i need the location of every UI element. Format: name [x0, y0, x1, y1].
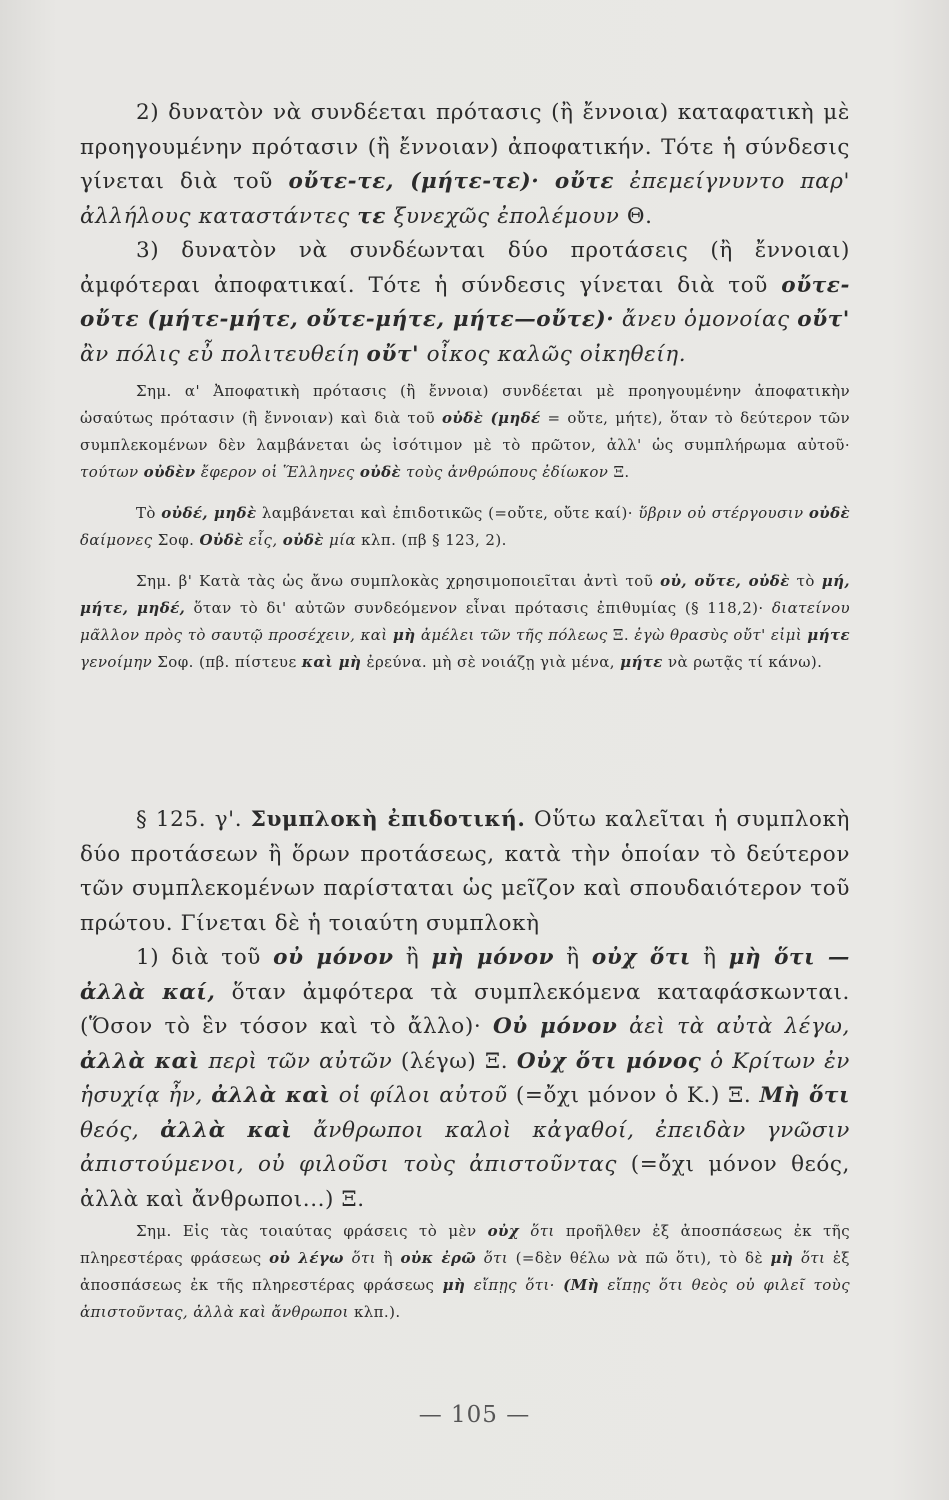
text-run: ὁ Κρίτων ἐν ἡσυχίᾳ ἦν, — [80, 1048, 850, 1108]
text-run: ἀεὶ τὰ αὐτὰ λέγω, — [617, 1014, 850, 1039]
text-run: ἂν πόλις εὖ πολιτευθείη — [80, 341, 367, 367]
text-run: οὐ, οὔτε, οὐδὲ — [660, 572, 790, 590]
text-run: (=ὄχι μόνον θεός, ἀλλὰ καὶ ἄνθρωποι...) Ξ. — [80, 1152, 850, 1212]
text-run: οὐδὲ — [808, 504, 851, 522]
text-run: μὴ ὅτι — ἀλλὰ καί, — [80, 945, 851, 1005]
text-run: Συμπλοκὴ ἐπιδοτική. — [250, 807, 526, 832]
text-run: οὔτε — [554, 169, 615, 194]
note-b — [80, 568, 850, 676]
note-lower — [80, 1218, 850, 1326]
text-run: οὐχ — [487, 1222, 520, 1240]
text-run: οὐδὲ (μηδέ — [441, 409, 541, 427]
text-run: ὅτι — [519, 1222, 555, 1240]
text-run: Ξ. — [608, 463, 630, 481]
text-run: οἱ φίλοι αὐτοῦ — [330, 1083, 508, 1108]
text-run — [539, 169, 555, 194]
text-run: ἐρεύνα. μὴ σὲ νοιάζῃ γιὰ μένα, — [361, 653, 621, 671]
text-run: εἷς, — [243, 531, 283, 549]
text-run: οἶκος καλῶς οἰκηθείη. — [419, 341, 687, 367]
main-text-upper — [80, 96, 850, 372]
text-run: λαμβάνεται καὶ ἐπιδοτικῶς (=οὔτε, οὔτε καί)· — [256, 504, 639, 522]
text-run: (λέγω) Ξ. — [392, 1048, 517, 1074]
text-run: οὐ μόνον — [273, 945, 394, 970]
text-run: (=δὲν θέλω νὰ πῶ ὅτι), τὸ δὲ — [508, 1249, 771, 1267]
text-run: μὴ — [770, 1249, 794, 1267]
text-run: νὰ ρωτᾷς τί κάνω). — [662, 653, 823, 671]
text-run: = οὔτε, μήτε), ὅταν τὸ δεύτερον τῶν συμπλεκομένων δὲν λαμβάνεται ὡς ἰσότιμον μὲ τὸ πρῶτον, ἀλλ' ὡς συμπλήρωμα αὐτοῦ· — [80, 409, 850, 454]
text-run: Οὐ μόνον — [492, 1014, 618, 1039]
text-run: ἄνθρωποι καλοὶ κἀγαθοί, ἐπειδὰν γνῶσιν ἀπιστούμενοι, οὐ φιλοῦσι τοὺς ἀπιστοῦντας — [80, 1117, 850, 1177]
text-run: (=ὄχι μόνον ὁ Κ.) Ξ. — [507, 1083, 760, 1108]
text-run: 1) διὰ τοῦ — [136, 945, 274, 970]
text-run: 2) δυνατὸν νὰ συνδέεται πρότασις (ἢ ἔννοια) καταφατικὴ μὲ προηγουμένην πρότασιν (ἢ ἔννοιαν) ἀποφατικήν. Τότε ἡ σύνδεσις γίνεται διὰ τοῦ — [80, 100, 850, 194]
text-run: Ξ. — [607, 626, 635, 644]
text-run: ὅταν ἀμφότερα τὰ συμπλεκόμενα καταφάσκωνται. (Ὅσον τὸ ἓν τόσον καὶ τὸ ἄλλο)· — [80, 979, 850, 1039]
text-run: μία — [323, 531, 356, 549]
text-run: τοὺς ἀνθρώπους ἐδίωκον — [401, 463, 609, 481]
text-run: οὐδέ, μηδὲ — [161, 504, 257, 522]
text-run: ἔφερον οἱ Ἕλληνες — [195, 463, 360, 481]
text-run: ἀμέλει τῶν τῆς πόλεως — [415, 626, 608, 644]
text-run: ἐξ ἀποσπάσεως ἐκ τῆς πληρεστέρας φράσεως — [80, 1249, 850, 1294]
text-run: ὅτι — [476, 1249, 509, 1267]
text-run: ἄνευ ὁμονοίας — [614, 307, 798, 332]
text-run: 3) δυνατὸν νὰ συνδέωνται δύο προτάσεις (ἢ ἔννοιαι) ἀμφότεραι ἀποφατικαί. Τότε ἡ σύνδεσις γίνεται διὰ τοῦ — [80, 238, 850, 298]
text-run: διατείνου μᾶλλον πρὸς τὸ σαυτῷ προσέχειν, καὶ — [80, 599, 851, 644]
text-run: ὅτι — [343, 1249, 376, 1267]
text-run: μήτε — [620, 653, 663, 671]
text-run: οὐδὲ — [359, 463, 402, 481]
text-run: μὴ — [392, 626, 416, 644]
text-run: Σοφ. (πβ. πίστευε — [152, 653, 302, 671]
text-run: ὅτι — [793, 1249, 826, 1267]
text-run: οὔτ' — [797, 307, 850, 332]
text-run: οὐ λέγω — [269, 1249, 344, 1267]
text-run: οὐδὲ — [282, 531, 324, 549]
text-run: Σημ. α' Ἀποφατικὴ πρότασις (ἢ ἔννοια) συνδέεται μὲ προηγουμένην ἀποφατικὴν ὡσαύτως πρότασιν (ἢ ἔννοιαν) καὶ διὰ τοῦ — [80, 382, 850, 427]
text-run: ἐπεμείγνυντο παρ' ἀλλήλους καταστάντες — [80, 169, 850, 229]
text-run: οὐδὲν — [143, 463, 196, 481]
paragraph-2 — [80, 96, 850, 234]
text-run: ὅταν τὸ δι' αὐτῶν συνδεόμενον εἶναι πρότασις ἐπιθυμίας (§ 118,2)· — [185, 599, 772, 617]
page-number: — 105 — — [418, 1402, 531, 1428]
text-run: οὐκ ἐρῶ — [400, 1249, 477, 1267]
text-run: § 125. γ'. — [136, 807, 251, 832]
text-run: οὔτε-οὔτε (μήτε-μήτε, οὔτε-μήτε, μήτε—οὔτε)· — [80, 272, 850, 332]
section-125-heading-paragraph — [80, 803, 850, 941]
text-run: ἀλλὰ καὶ — [80, 1048, 200, 1074]
text-run: Οὐδὲ — [199, 531, 244, 549]
text-run: εἴπῃς ὅτι θεὸς οὐ φιλεῖ τοὺς ἀπιστοῦντας, ἀλλὰ καὶ ἄνθρωποι — [80, 1276, 850, 1321]
text-run: κλπ.). — [348, 1303, 401, 1321]
text-run: οὐχ ὅτι — [591, 945, 691, 970]
paragraph-1-ou-monon — [80, 941, 850, 1217]
note-ouch-hoti — [80, 1218, 850, 1326]
text-run: ὕβριν οὐ στέργουσιν — [638, 504, 809, 522]
text-run: Σημ. β' Κατὰ τὰς ὡς ἄνω συμπλοκὰς χρησιμοποιεῖται ἀντὶ τοῦ — [136, 572, 661, 590]
text-run: Οὕτω καλεῖται ἡ συμπλοκὴ δύο προτάσεων ἢ ὅρων προτάσεως, κατὰ τὴν ὁποίαν τὸ δεύτερον τῶν συμπλεκομένων παρίσταται ὡς μεῖζον καὶ σπουδαιότερον τοῦ πρώτου. Γίνεται δὲ ἡ τοιαύτη συμπλοκὴ — [80, 807, 850, 936]
text-run: Σημ. Εἰς τὰς τοιαύτας φράσεις τὸ μὲν — [136, 1222, 488, 1240]
text-run: τὸ — [789, 572, 822, 590]
text-run: κλπ. (πβ § 123, 2). — [355, 531, 507, 549]
text-run: Οὐχ ὅτι μόνος — [516, 1048, 702, 1074]
text-run: μὴ μόνον — [431, 945, 555, 970]
text-run: τούτων — [80, 463, 144, 481]
text-run: προῆλθεν ἐξ ἀποσπάσεως ἐκ τῆς πληρεστέρας φράσεως — [80, 1222, 850, 1267]
text-run: περὶ τῶν αὐτῶν — [199, 1048, 393, 1074]
paragraph-3 — [80, 234, 850, 372]
text-run: Μὴ ὅτι — [759, 1083, 850, 1108]
text-run: ἢ — [554, 945, 592, 970]
text-run: ἢ — [375, 1249, 401, 1267]
text-run: μὴ — [442, 1276, 466, 1294]
main-text-section-125 — [80, 803, 850, 1217]
text-run: ἀλλὰ καὶ — [160, 1117, 293, 1143]
text-run: (Μὴ — [563, 1276, 599, 1294]
text-run: ἀλλὰ καὶ — [211, 1083, 331, 1108]
text-run: ἐγὼ θρασὺς οὔτ' εἰμὶ — [634, 626, 808, 644]
text-run: ἢ — [393, 945, 432, 970]
note-a — [80, 378, 850, 486]
text-run: γενοίμην — [80, 653, 153, 671]
text-run: ξυνεχῶς ἐπολέμουν — [386, 203, 620, 229]
text-run: τε — [357, 203, 387, 229]
text-run: Τὸ — [136, 504, 162, 522]
text-run: μήτε — [807, 626, 850, 644]
text-run: ἢ — [690, 945, 729, 970]
note-oude — [80, 500, 850, 554]
text-run: μή, μήτε, μηδέ, — [80, 572, 851, 617]
notes-upper — [80, 378, 850, 676]
text-run: δαίμονες — [80, 531, 153, 549]
text-run: οὔτ' — [366, 341, 420, 367]
text-run: οὔτε-τε, (μήτε-τε)· — [288, 169, 540, 194]
text-run: Θ. — [619, 203, 653, 229]
text-run: καὶ μὴ — [301, 653, 362, 671]
text-run: Σοφ. — [152, 531, 200, 549]
text-run: εἴπῃς ὅτι· — [465, 1276, 564, 1294]
text-run: θεός, — [80, 1117, 161, 1143]
